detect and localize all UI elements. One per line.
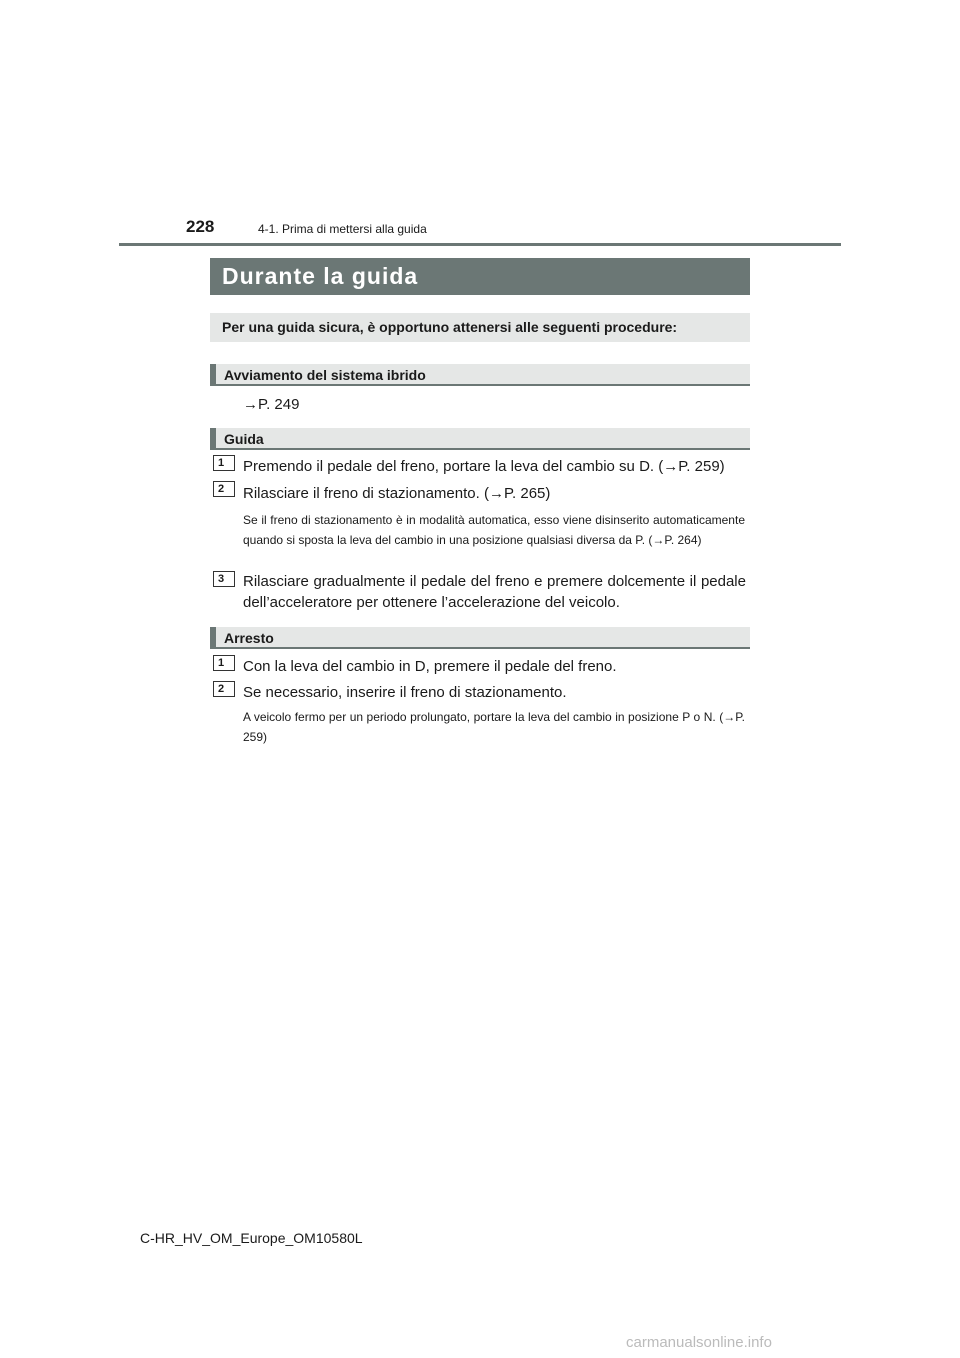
step-number-badge: 1 (213, 655, 235, 671)
arresto-step-1: Con la leva del cambio in D, premere il pedale del freno. (243, 658, 617, 675)
page-number: 228 (186, 217, 215, 236)
avviamento-page-ref[interactable]: →P. 249 (243, 396, 300, 413)
step-number-badge: 2 (213, 481, 235, 497)
heading-arresto: Arresto (210, 627, 750, 649)
guida-note: Se il freno di stazionamento è in modalità automatica, esso viene disinserito automaticamente quando si sposta la leva del cambio in una posizione qualsiasi diversa da P. (→P. 264) (243, 513, 745, 547)
header-divider (119, 243, 841, 246)
intro-text: Per una guida sicura, è opportuno attenersi alle seguenti procedure: (210, 313, 750, 342)
arresto-note: A veicolo fermo per un periodo prolungato, portare la leva del cambio in posizione P o N. (→P. 259) (243, 710, 745, 744)
section-breadcrumb: 4-1. Prima di mettersi alla guida (258, 222, 427, 236)
arresto-step-2: Se necessario, inserire il freno di stazionamento. (243, 684, 567, 701)
guida-step-1: Premendo il pedale del freno, portare la leva del cambio su D. (→P. 259) (243, 458, 725, 475)
guida-step-3: Rilasciare gradualmente il pedale del freno e premere dolcemente il pedale dell’acceleratore per ottenere l’accelerazione del veicolo. (243, 573, 746, 611)
guida-step-2: Rilasciare il freno di stazionamento. (→P. 265) (243, 485, 551, 502)
step-number-badge: 2 (213, 681, 235, 697)
heading-avviamento: Avviamento del sistema ibrido (210, 364, 750, 386)
page-title: Durante la guida (210, 258, 750, 295)
document-id-footer: C-HR_HV_OM_Europe_OM10580L (140, 1230, 363, 1246)
step-number-badge: 3 (213, 571, 235, 587)
heading-guida: Guida (210, 428, 750, 450)
watermark: carmanualsonline.info (626, 1334, 772, 1351)
step-number-badge: 1 (213, 455, 235, 471)
